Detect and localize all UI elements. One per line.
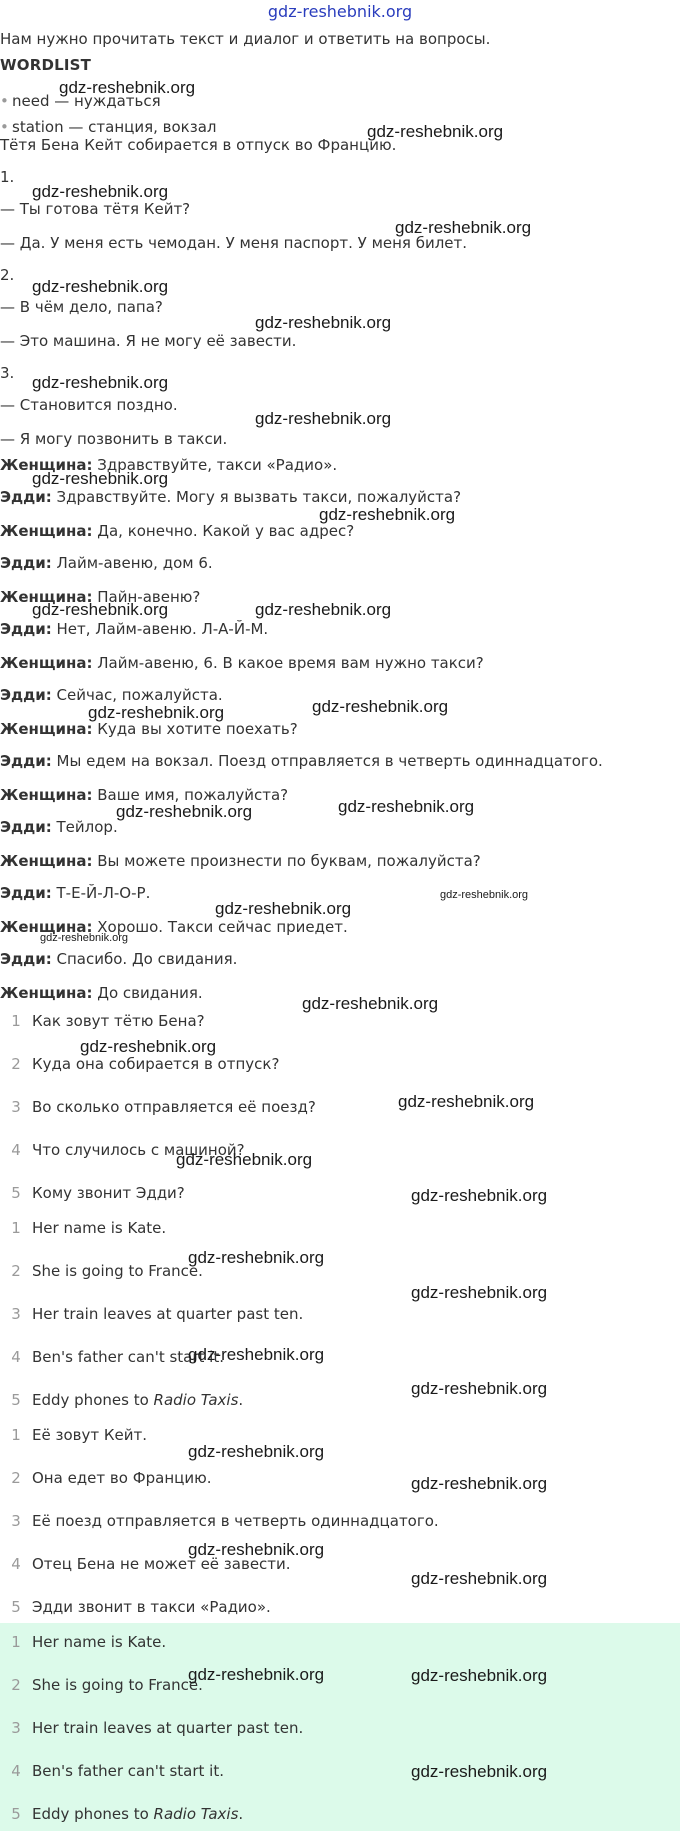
item-text: Куда она собирается в отпуск? [32,1055,280,1073]
dialogue-line [0,620,268,638]
watermark: gdz-reshebnik.org [188,1665,325,1684]
watermark: gdz-reshebnik.org [398,1092,535,1111]
watermark: gdz-reshebnik.org [255,409,392,428]
item-number: 5 [11,1598,21,1616]
dialogue-text: Вы можете произнести по буквам, пожалуйста? [92,852,481,870]
item-number: 1 [11,1219,21,1237]
story-line: — Это машина. Я не могу её завести. [0,332,297,350]
item-text: Кому звонит Эдди? [32,1184,185,1202]
watermark: gdz-reshebnik.org [255,313,392,332]
item-text: Отец Бена не может её завести. [32,1555,291,1573]
speaker-name: Женщина: [0,654,93,672]
dialogue-line [0,984,203,1002]
dialogue-line [0,884,150,902]
speaker-name: Женщина: [0,456,93,474]
watermark: gdz-reshebnik.org [176,1150,313,1169]
watermark: gdz-reshebnik.org [367,122,504,141]
item-emphasis: Radio Taxis [153,1391,239,1409]
story-opening: Тётя Бена Кейт собирается в отпуск во Францию. [0,136,397,154]
answer-en-item [0,1262,203,1280]
speaker-name: Женщина: [0,918,93,936]
item-number: 1 [11,1633,21,1651]
dialogue-text: Да, конечно. Какой у вас адрес? [92,522,355,540]
speaker-name: Эдди: [0,950,52,968]
answer-ru-item [0,1469,211,1487]
watermark: gdz-reshebnik.org [319,505,456,524]
answer-final-item [0,1762,224,1780]
speaker-name: Женщина: [0,852,93,870]
watermark: gdz-reshebnik.org [32,182,169,201]
dialogue-text: Пайн-авеню? [92,588,201,606]
watermark: gdz-reshebnik.org [32,277,169,296]
item-text: Eddy phones to [32,1391,154,1409]
item-text: Her name is Kate. [32,1219,167,1237]
item-text: Her train leaves at quarter past ten. [32,1719,304,1737]
item-number: 3 [11,1512,21,1530]
speaker-name: Эдди: [0,752,52,770]
dialogue-text: Ваше имя, пожалуйста? [92,786,289,804]
watermark: gdz-reshebnik.org [255,600,392,619]
question-item [0,1012,205,1030]
watermark: gdz-reshebnik.org [188,1248,325,1267]
dialogue-text: Тейлор. [51,818,118,836]
speaker-name: Эдди: [0,818,52,836]
item-number: 4 [11,1141,21,1159]
wordlist-item: • need — нуждаться [12,92,161,110]
item-text: Она едет во Францию. [32,1469,212,1487]
item-tail: . [238,1805,244,1823]
answer-ru-item [0,1598,271,1616]
speaker-name: Эдди: [0,884,52,902]
answer-ru-item [0,1512,439,1530]
answer-en-item [0,1219,166,1237]
wordlist-title: WORDLIST [0,56,92,74]
item-number: 1 [11,1012,21,1030]
item-text: Ben's father can't start it. [32,1762,224,1780]
intro-text: Нам нужно прочитать текст и диалог и ответить на вопросы. [0,30,491,48]
watermark: gdz-reshebnik.org [411,1474,548,1493]
item-text: Что случилось с машиной? [32,1141,245,1159]
answer-final-item [0,1805,243,1823]
item-text: Во сколько отправляется её поезд? [32,1098,316,1116]
watermark: gdz-reshebnik.org [32,469,169,488]
answer-en-item [0,1305,303,1323]
item-text: Eddy phones to [32,1805,154,1823]
story-line: — Я могу позвонить в такси. [0,430,228,448]
dialogue-line [0,686,223,704]
watermark: gdz-reshebnik.org [411,1283,548,1302]
watermark: gdz-reshebnik.org [80,1037,217,1056]
answer-final-item [0,1719,303,1737]
watermark: gdz-reshebnik.org [32,600,169,619]
item-number: 2 [11,1676,21,1694]
item-text: Her train leaves at quarter past ten. [32,1305,304,1323]
question-item [0,1055,279,1073]
item-text: Her name is Kate. [32,1633,167,1651]
question-item [0,1098,316,1116]
watermark: gdz-reshebnik.org [188,1345,325,1364]
item-number: 2 [11,1469,21,1487]
watermark: gdz-reshebnik.org [215,899,352,918]
item-number: 4 [11,1555,21,1573]
watermark: gdz-reshebnik.org [411,1379,548,1398]
item-text: Ben's father can't start it. [32,1348,224,1366]
item-number: 2 [11,1055,21,1073]
dialogue-line [0,950,237,968]
dialogue-line [0,654,484,672]
item-text: Её поезд отправляется в четверть одиннадцатого. [32,1512,439,1530]
watermark: gdz-reshebnik.org [411,1186,548,1205]
speaker-name: Женщина: [0,786,93,804]
speaker-name: Эдди: [0,488,52,506]
dialogue-text: Здравствуйте, такси «Радио». [92,456,338,474]
dialogue-line [0,852,481,870]
item-text: Эдди звонит в такси «Радио». [32,1598,271,1616]
dialogue-line [0,522,354,540]
speaker-name: Женщина: [0,720,93,738]
header-link[interactable]: gdz-reshebnik.org [267,2,413,21]
watermark: gdz-reshebnik.org [302,994,439,1013]
item-number: 5 [11,1184,21,1202]
speaker-name: Женщина: [0,984,93,1002]
item-number: 1 [11,1426,21,1444]
item-text: Как зовут тётю Бена? [32,1012,205,1030]
dialogue-line [0,818,118,836]
watermark: gdz-reshebnik.org [188,1442,325,1461]
item-number: 3 [11,1719,21,1737]
watermark: gdz-reshebnik.org [411,1666,548,1685]
dialogue-line [0,488,461,506]
item-text: Её зовут Кейт. [32,1426,147,1444]
item-number: 5 [11,1805,21,1823]
dialogue-text: Куда вы хотите поехать? [92,720,298,738]
story-line: — Становится поздно. [0,396,178,414]
dialogue-text: Спасибо. До свидания. [51,950,238,968]
dialogue-text: До свидания. [92,984,203,1002]
dialogue-text: Мы едем на вокзал. Поезд отправляется в четверть одиннадцатого. [51,752,603,770]
watermark: gdz-reshebnik.org [338,797,475,816]
item-number: 3 [11,1098,21,1116]
answer-ru-item [0,1426,147,1444]
speaker-name: Эдди: [0,554,52,572]
dialogue-text: Хорошо. Такси сейчас приедет. [92,918,348,936]
watermark: gdz-reshebnik.org [411,1569,548,1588]
story-line: — Да. У меня есть чемодан. У меня паспорт. У меня билет. [0,234,468,252]
dialogue-text: Лайм-авеню, 6. В какое время вам нужно такси? [92,654,484,672]
story-line: — В чём дело, папа? [0,298,163,316]
watermark: gdz-reshebnik.org [59,78,196,97]
question-item [0,1184,185,1202]
item-number: 4 [11,1348,21,1366]
scene-number: 1. [0,168,15,186]
dialogue-text: Сейчас, пожалуйста. [51,686,223,704]
watermark: gdz-reshebnik.org [312,697,449,716]
watermark: gdz-reshebnik.org [188,1540,325,1559]
item-number: 2 [11,1262,21,1280]
watermark: gdz-reshebnik.org [411,1762,548,1781]
dialogue-line [0,554,213,572]
speaker-name: Эдди: [0,620,52,638]
answer-final-item [0,1633,166,1651]
item-number: 3 [11,1305,21,1323]
dialogue-text: Лайм-авеню, дом 6. [51,554,213,572]
watermark: gdz-reshebnik.org [40,932,129,944]
answer-final-item [0,1676,203,1694]
watermark: gdz-reshebnik.org [395,218,532,237]
watermark: gdz-reshebnik.org [116,802,253,821]
item-emphasis: Radio Taxis [153,1805,239,1823]
dialogue-text: Т-Е-Й-Л-О-Р. [51,884,151,902]
answer-en-item [0,1391,243,1409]
speaker-name: Женщина: [0,588,93,606]
story-line: — Ты готова тётя Кейт? [0,200,191,218]
watermark: gdz-reshebnik.org [32,373,169,392]
dialogue-text: Здравствуйте. Могу я вызвать такси, пожалуйста? [51,488,462,506]
scene-number: 3. [0,364,15,382]
item-number: 4 [11,1762,21,1780]
item-text: She is going to France. [32,1262,203,1280]
wordlist-item: • station — станция, вокзал [12,118,217,136]
scene-number: 2. [0,266,15,284]
item-text: She is going to France. [32,1676,203,1694]
dialogue-line [0,752,603,770]
watermark: gdz-reshebnik.org [440,889,529,901]
item-tail: . [238,1391,244,1409]
dialogue-text: Нет, Лайм-авеню. Л-А-Й-М. [51,620,269,638]
watermark: gdz-reshebnik.org [88,703,225,722]
item-number: 5 [11,1391,21,1409]
speaker-name: Эдди: [0,686,52,704]
speaker-name: Женщина: [0,522,93,540]
